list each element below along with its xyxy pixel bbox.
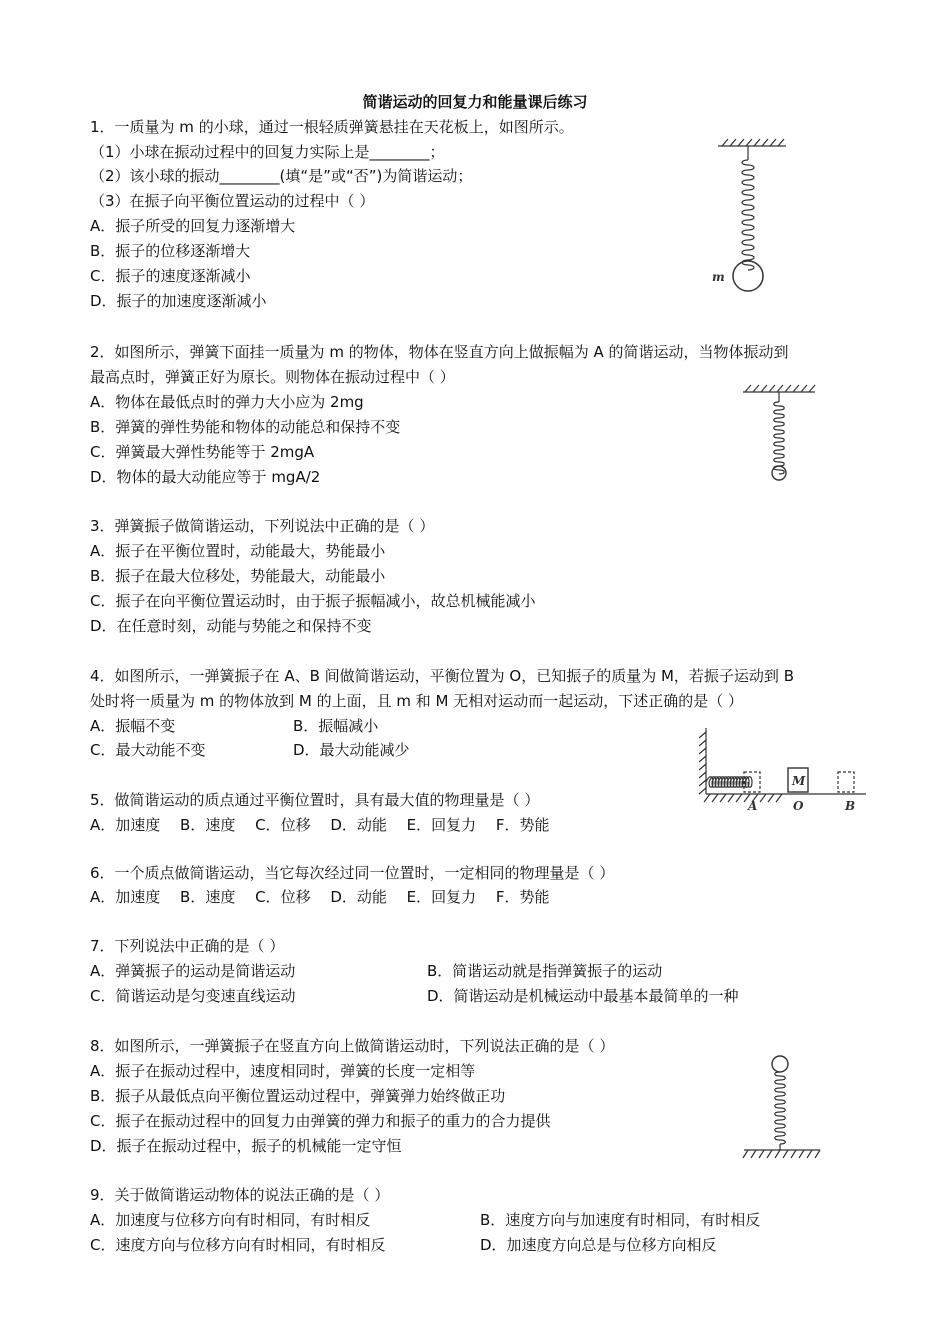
q3-option-b: B．振子在最大位移处，势能最大，动能最小 [90,567,386,585]
q9-option-a: A．加速度与位移方向有时相同，有时相反 [90,1211,371,1229]
q4-figure-o-label: O [793,799,804,813]
q1-option-b: B．振子的位移逐渐增大 [90,242,251,260]
q4-horizontal-oscillator-figure [690,724,870,816]
q3-option-c: C．振子在向平衡位置运动时，由于振子振幅减小，故总机械能减小 [90,592,536,610]
q5-stem: 5．做简谐运动的质点通过平衡位置时，具有最大值的物理量是（ ） [90,791,540,809]
q1-sub2: （2）该小球的振动________(填“是”或“否”)为简谐运动； [90,167,473,185]
q8-option-d: D．振子在振动过程中，振子的机械能一定守恒 [90,1137,402,1155]
q9-stem: 9．关于做简谐运动物体的说法正确的是（ ） [90,1186,390,1204]
q4-option-d: D．最大动能减少 [293,741,410,759]
q5-options: A．加速度 B．速度 C．位移 D．动能 E．回复力 F．势能 [90,816,550,834]
q9-option-b: B．速度方向与加速度有时相同，有时相反 [480,1211,761,1229]
q1-option-c: C．振子的速度逐渐减小 [90,267,251,285]
q3-stem: 3．弹簧振子做简谐运动，下列说法中正确的是（ ） [90,517,435,535]
q8-option-a: A．振子在振动过程中，速度相同时，弹簧的长度一定相等 [90,1062,476,1080]
q4-stem: 4．如图所示，一弹簧振子在 A、B 间做简谐运动，平衡位置为 O，已知振子的质量为 M，若振子运动到 B [90,667,794,685]
q7-option-a: A．弹簧振子的运动是简谐运动 [90,962,296,980]
q4-option-a: A．振幅不变 [90,717,176,735]
q2-hanging-spring-figure [735,382,825,484]
q1-sub1: （1）小球在振动过程中的回复力实际上是________； [90,143,445,161]
q7-option-b: B．简谐运动就是指弹簧振子的运动 [427,962,663,980]
q9-option-c: C．速度方向与位移方向有时相同，有时相反 [90,1236,386,1254]
q1-hanging-spring-figure [700,136,800,301]
q4-option-b: B．振幅减小 [293,717,379,735]
page-title: 简谐运动的回复力和能量课后练习 [362,93,588,111]
q2-option-a: A．物体在最低点时的弹力大小应为 2mg [90,393,364,411]
q8-option-b: B．振子从最低点向平衡位置运动过程中，弹簧弹力始终做正功 [90,1087,506,1105]
q8-stem: 8．如图所示，一弹簧振子在竖直方向上做简谐运动时，下列说法正确的是（ ） [90,1037,615,1055]
q9-option-d: D．加速度方向总是与位移方向相反 [480,1236,717,1254]
q1-option-a: A．振子所受的回复力逐渐增大 [90,217,296,235]
q7-stem: 7．下列说法中正确的是（ ） [90,937,285,955]
q1-sub3: （3）在振子向平衡位置运动的过程中（ ） [90,192,375,210]
q6-stem: 6．一个质点做简谐运动，当它每次经过同一位置时，一定相同的物理量是（ ） [90,864,615,882]
q4-option-c: C．最大动能不变 [90,741,206,759]
q2-option-b: B．弹簧的弹性势能和物体的动能总和保持不变 [90,418,401,436]
q4-stem-cont: 处时将一质量为 m 的物体放到 M 的上面，且 m 和 M 无相对运动而一起运动，下述正确的是（ ） [90,692,744,710]
q4-figure-a-label: A [748,799,758,813]
q2-stem-cont: 最高点时，弹簧正好为原长。则物体在振动过程中（ ） [90,368,455,386]
q2-option-c: C．弹簧最大弹性势能等于 2mgA [90,443,315,461]
q4-figure-b-label: B [845,799,856,813]
q3-option-a: A．振子在平衡位置时，动能最大，势能最小 [90,542,386,560]
q2-stem: 2．如图所示，弹簧下面挂一质量为 m 的物体，物体在竖直方向上做振幅为 A 的简谐运动，当物体振动到 [90,343,789,361]
q7-option-d: D．简谐运动是机械运动中最基本最简单的一种 [427,987,739,1005]
q8-standing-spring-figure [740,1050,830,1162]
q2-option-d: D．物体的最大动能应等于 mgA/2 [90,468,321,486]
q3-option-d: D．在任意时刻，动能与势能之和保持不变 [90,617,372,635]
q1-option-d: D．振子的加速度逐渐减小 [90,292,267,310]
q7-option-c: C．简谐运动是匀变速直线运动 [90,987,296,1005]
q4-figure-mass-label: M [792,774,806,788]
q1-figure-m-label: m [712,270,725,284]
q1-stem: 1．一质量为 m 的小球，通过一根轻质弹簧悬挂在天花板上，如图所示。 [90,118,574,136]
q8-option-c: C．振子在振动过程中的回复力由弹簧的弹力和振子的重力的合力提供 [90,1112,551,1130]
q6-options: A．加速度 B．速度 C．位移 D．动能 E．回复力 F．势能 [90,888,550,906]
